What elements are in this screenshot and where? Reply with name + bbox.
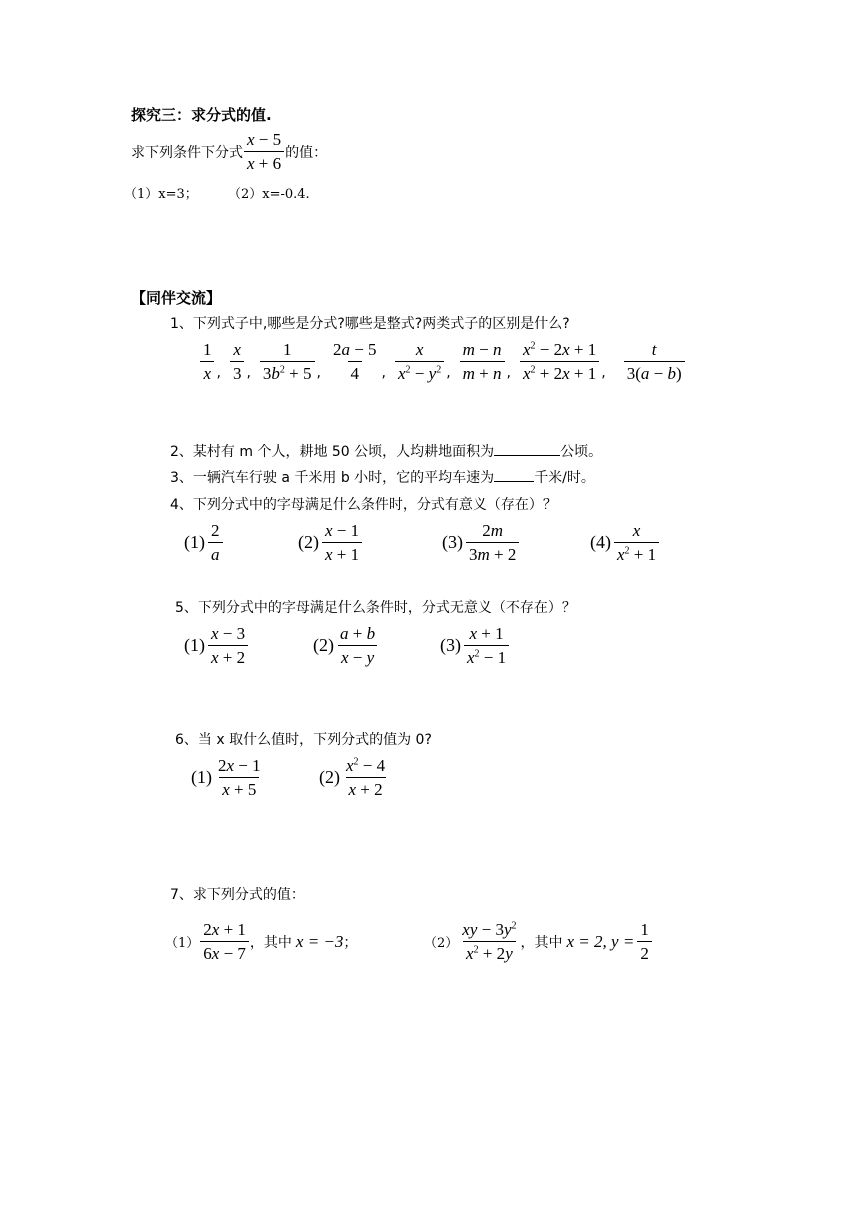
fraction: $\frac{a + b}{x - y}$ [337, 624, 378, 667]
where-text: ，其中 [249, 934, 292, 951]
q7-item-2 [424, 920, 653, 963]
item-label: (1) [184, 532, 205, 552]
subquestion-2: （2）x=-0.4. [228, 187, 310, 202]
intro-text-end: 的值： [285, 144, 328, 161]
condition: x = 2, y = [566, 931, 635, 951]
end-punct: ； [343, 934, 358, 951]
item-label: (2) [298, 532, 319, 552]
q5-item-2 [313, 624, 379, 667]
fraction: $\frac{x - 3}{x + 2}$ [208, 624, 248, 667]
subquestion-1: （1）x=3； [124, 187, 198, 202]
fraction-x-5-over-x+6: $\frac{x - 5}{x + 6}$ [244, 130, 284, 173]
item-label: (1) [191, 767, 212, 787]
fraction: $\frac{x^2 - 4}{x + 2}$ [346, 756, 386, 799]
question-4: 4、下列分式中的字母满足什么条件时，分式有意义（存在）？ [170, 497, 557, 513]
q7-item-1 [165, 920, 357, 963]
q2-unit: 公顷。 [560, 444, 603, 460]
item-label: (1) [184, 635, 205, 655]
fraction: $\frac{2}{a}$ [208, 521, 223, 564]
question-3 [170, 467, 595, 487]
q4-item-2 [298, 521, 363, 564]
item-label: (3) [440, 635, 461, 655]
section-heading: 探究三：求分式的值. [131, 106, 272, 124]
section-intro [131, 130, 327, 173]
fraction: $\frac{x}{x^2 - y^2}$ [395, 340, 444, 383]
peer-heading: 【同伴交流】 [131, 289, 222, 307]
fraction: $\frac{x}{3}$ [230, 340, 245, 383]
fraction: $\frac{xy - 3y^2}{x^2 + 2y}$ [462, 920, 517, 963]
item-label: (2) [313, 635, 334, 655]
fraction: $\frac{x - 1}{x + 1}$ [322, 521, 362, 564]
intro-text: 求下列条件下分式 [131, 144, 243, 161]
question-2 [170, 441, 602, 461]
item-label: (3) [442, 532, 463, 552]
question-7: 7、求下列分式的值： [170, 887, 305, 903]
answer-blank[interactable] [494, 481, 534, 482]
q4-item-3 [442, 521, 520, 564]
q4-item-1 [184, 521, 224, 564]
q3-text: 3、一辆汽车行驶 a 千米用 b 小时，它的平均车速为 [170, 470, 495, 486]
where-text: ，其中 [520, 934, 563, 951]
expressions-row: $\frac{1}{x}$ , $\frac{x}{3}$ , $\frac{1}{3b^2 + 5}$ , $\frac{2a - 5}{4}$ , $\frac{x}{x^2 - y^2}$ , $\frac{m - n}{m + n}$ , $\frac{x^2 - 2x + 1}{x^2 + 2x + 1}$ , $\frac{t}{3(a - b)}$ [199, 340, 686, 383]
fraction: $\frac{1}{x}$ [200, 340, 215, 383]
answer-blank[interactable] [494, 455, 560, 456]
item-label: （2） [424, 936, 459, 951]
q3-unit: 千米/时。 [534, 470, 595, 486]
fraction: $\frac{x + 1}{x^2 - 1}$ [464, 624, 509, 667]
q5-item-3 [440, 624, 510, 667]
fraction-one-half: $\frac{1}{2}$ [637, 920, 652, 963]
q5-item-1 [184, 624, 249, 667]
fraction: $\frac{x^2 - 2x + 1}{x^2 + 2x + 1}$ [520, 340, 599, 383]
fraction: $\frac{x}{x^2 + 1}$ [614, 521, 659, 564]
item-label: （1） [165, 936, 200, 951]
question-5: 5、下列分式中的字母满足什么条件时，分式无意义（不存在）？ [175, 600, 576, 616]
fraction: $\frac{2m}{3m + 2}$ [466, 521, 519, 564]
question-1: 1、下列式子中,哪些是分式?哪些是整式?两类式子的区别是什么? [170, 316, 570, 332]
item-label: (4) [590, 532, 611, 552]
fraction: $\frac{2a - 5}{4}$ [332, 340, 377, 383]
fraction: $\frac{t}{3(a - b)}$ [624, 340, 685, 383]
q6-item-1 [191, 756, 265, 799]
fraction: $\frac{1}{3b^2 + 5}$ [260, 340, 315, 383]
fraction: $\frac{m - n}{m + n}$ [460, 340, 505, 383]
fraction: $\frac{2x + 1}{6x - 7}$ [200, 920, 249, 963]
q4-item-4 [590, 521, 660, 564]
condition: x = −3 [295, 931, 344, 951]
q2-text: 2、某村有 m 个人，耕地 50 公顷，人均耕地面积为 [170, 444, 495, 460]
fraction: $\frac{2x - 1}{x + 5}$ [218, 756, 261, 799]
question-6: 6、当 x 取什么值时，下列分式的值为 0? [175, 732, 432, 748]
item-label: (2) [319, 767, 340, 787]
q6-item-2 [319, 756, 389, 799]
